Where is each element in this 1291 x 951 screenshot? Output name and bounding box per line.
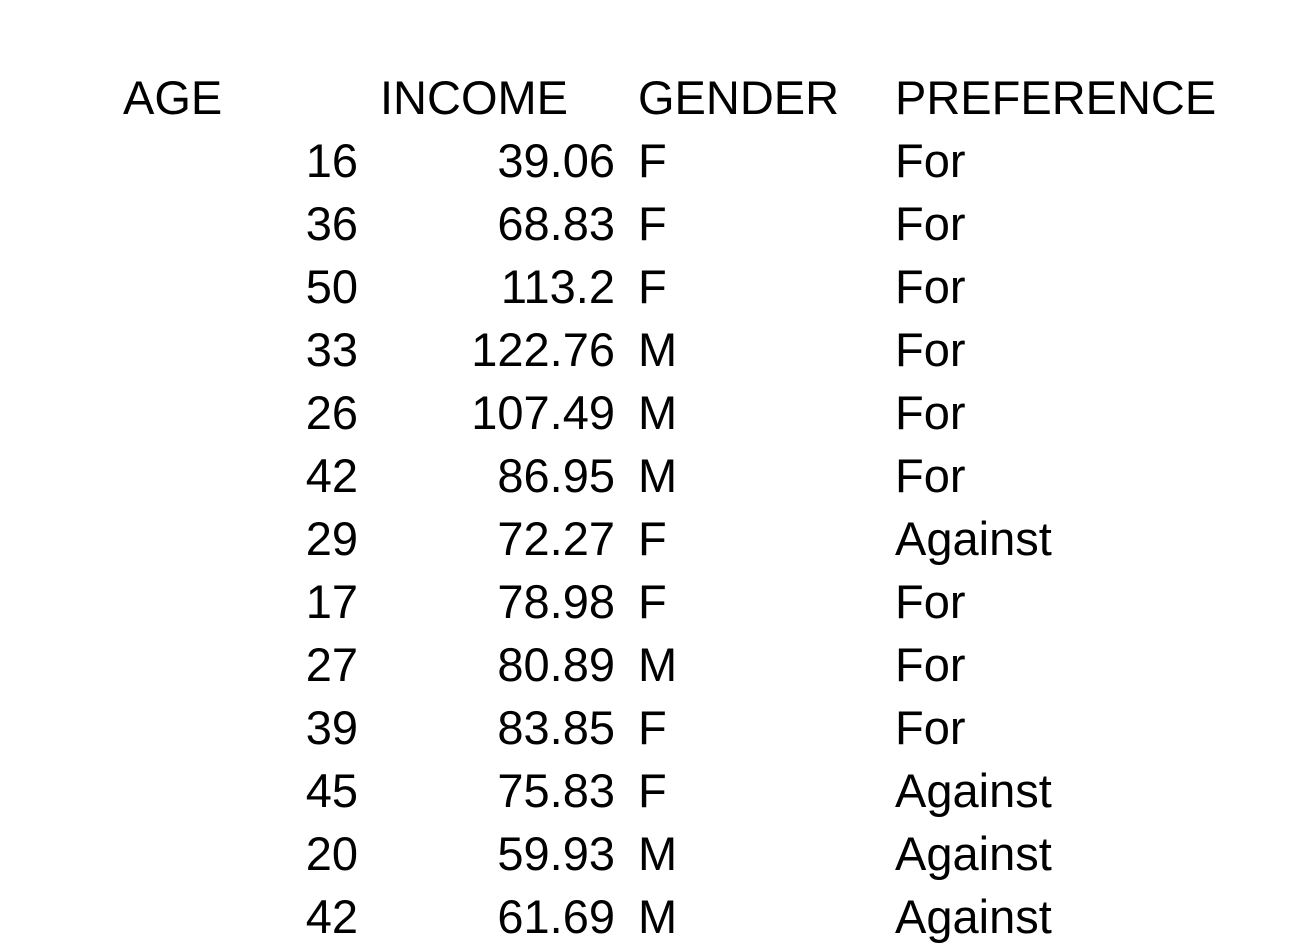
cell-age: 50: [305, 260, 358, 313]
table-row: [0, 696, 1291, 759]
table-row: [0, 444, 1291, 507]
cell-age: 42: [305, 449, 358, 502]
table-row: [0, 129, 1291, 192]
cell-preference: For: [895, 575, 966, 628]
cell-age: 16: [305, 134, 358, 187]
cell-age: 29: [305, 512, 358, 565]
cell-gender: F: [638, 764, 667, 817]
cell-gender: M: [638, 638, 678, 691]
cell-gender: F: [638, 134, 667, 187]
cell-age: 20: [305, 827, 358, 880]
table-row: [0, 759, 1291, 822]
table-row: [0, 255, 1291, 318]
table-row: [0, 633, 1291, 696]
cell-preference: Against: [895, 512, 1052, 565]
cell-preference: Against: [895, 764, 1052, 817]
cell-gender: M: [638, 827, 678, 880]
cell-preference: For: [895, 449, 966, 502]
table-row: [0, 507, 1291, 570]
table-row: [0, 318, 1291, 381]
cell-age: 26: [305, 386, 358, 439]
table-row: [0, 570, 1291, 633]
table-row: [0, 885, 1291, 948]
table-row: [0, 822, 1291, 885]
cell-gender: F: [638, 260, 667, 313]
cell-gender: F: [638, 512, 667, 565]
cell-income: 75.83: [497, 764, 615, 817]
column-header-preference: PREFERENCE: [895, 71, 1217, 124]
cell-income: 59.93: [497, 827, 615, 880]
table-header-row: [0, 66, 1291, 129]
cell-age: 36: [305, 197, 358, 250]
column-header-gender: GENDER: [638, 71, 840, 124]
cell-gender: F: [638, 701, 667, 754]
cell-income: 78.98: [497, 575, 615, 628]
cell-age: 27: [305, 638, 358, 691]
cell-preference: Against: [895, 890, 1052, 943]
cell-preference: For: [895, 323, 966, 376]
cell-preference: Against: [895, 827, 1052, 880]
cell-preference: For: [895, 134, 966, 187]
table-row: [0, 192, 1291, 255]
cell-preference: For: [895, 260, 966, 313]
cell-income: 72.27: [497, 512, 615, 565]
cell-preference: For: [895, 197, 966, 250]
cell-gender: M: [638, 449, 678, 502]
cell-age: 42: [305, 890, 358, 943]
column-header-age: AGE: [123, 71, 223, 124]
cell-preference: For: [895, 386, 966, 439]
cell-income: 39.06: [497, 134, 615, 187]
cell-gender: M: [638, 323, 678, 376]
cell-income: 80.89: [497, 638, 615, 691]
cell-income: 61.69: [497, 890, 615, 943]
column-header-income: INCOME: [380, 71, 568, 124]
cell-age: 45: [305, 764, 358, 817]
cell-age: 17: [305, 575, 358, 628]
cell-gender: M: [638, 890, 678, 943]
cell-income: 68.83: [497, 197, 615, 250]
cell-income: 86.95: [497, 449, 615, 502]
cell-gender: F: [638, 575, 667, 628]
cell-preference: For: [895, 638, 966, 691]
cell-age: 39: [305, 701, 358, 754]
cell-income: 83.85: [497, 701, 615, 754]
cell-gender: M: [638, 386, 678, 439]
cell-preference: For: [895, 701, 966, 754]
cell-gender: F: [638, 197, 667, 250]
table-row: [0, 381, 1291, 444]
cell-income: 113.2: [500, 260, 615, 313]
cell-age: 33: [305, 323, 358, 376]
cell-income: 107.49: [471, 386, 615, 439]
cell-income: 122.76: [471, 323, 615, 376]
